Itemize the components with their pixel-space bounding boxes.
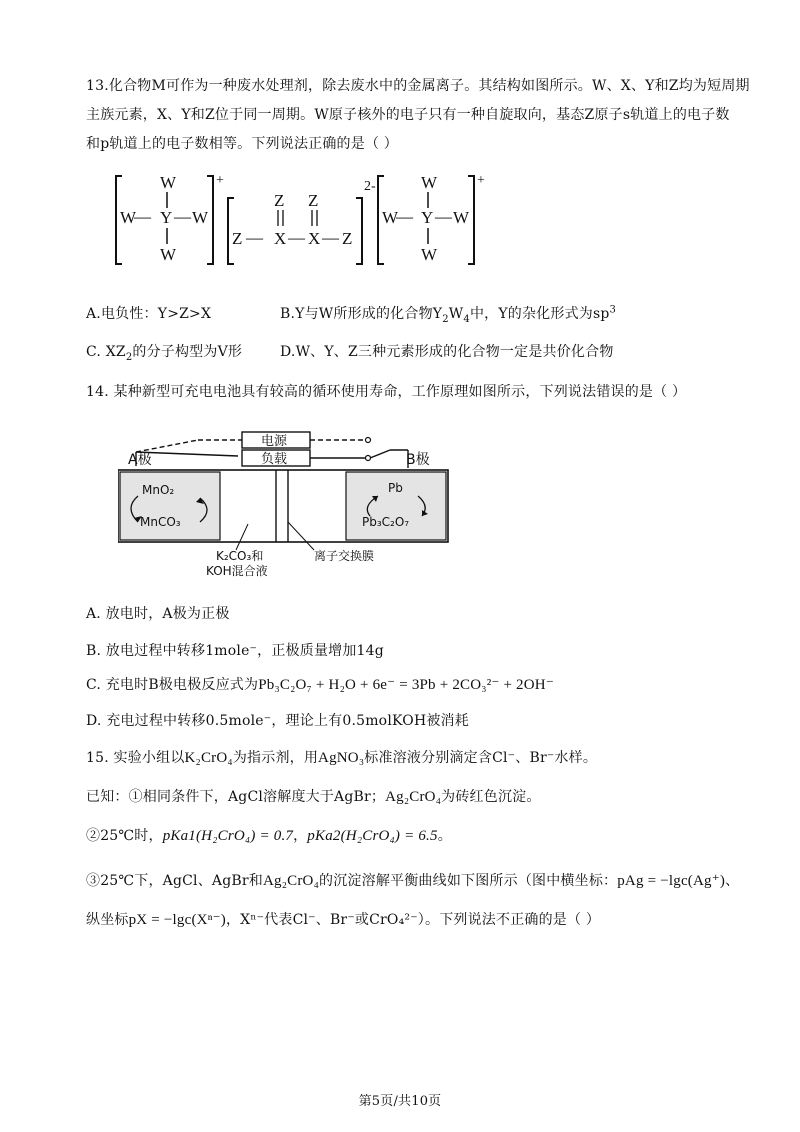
right-bond-2: — — [435, 207, 452, 226]
right-w-right: W — [453, 208, 470, 227]
page-footer: 第5页/共10页 — [358, 1094, 442, 1109]
mid-x-2: X — [308, 229, 321, 248]
q15-known-1-ag2cro4: Ag₂CrO₄ — [385, 789, 442, 805]
q15-known-3-pre: ③25℃下，AgCl、AgBr和 — [86, 873, 263, 889]
q15-known-3-mid: 的沉淀溶解平衡曲线如下图所示（图中横坐标： — [319, 873, 618, 889]
q14-battery-figure — [118, 426, 478, 586]
q15-known-1 — [86, 787, 541, 807]
mid-bond-3: — — [322, 228, 339, 247]
q15-known-2-pre: ②25℃时， — [86, 828, 163, 844]
q14-option-c-equation: Pb₃C₂O₇ + H₂O + 6e⁻ = 3Pb + 2CO₃²⁻ + 2OH⁻ — [258, 677, 554, 693]
right-w-top: W — [421, 173, 438, 192]
q13-option-c-sub: 2 — [125, 351, 133, 363]
right-charge: + — [477, 173, 485, 188]
q13-option-c-post: 的分子构型为V形 — [132, 344, 243, 360]
q15-stem-k2cro4: K₂CrO₄ — [184, 750, 233, 766]
q15-known-2-pka1: pKa1(H₂CrO₄) = 0.7 — [162, 828, 294, 844]
q15-known-2 — [86, 826, 452, 846]
mid-z-left: Z — [232, 229, 243, 248]
q13-option-b — [280, 304, 616, 324]
q15-stem-mid: 为指示剂，用 — [232, 750, 319, 766]
mid-x-1: X — [274, 229, 287, 248]
q13-option-d: D.W、Y、Z三种元素形成的化合物一定是共价化合物 — [280, 344, 614, 360]
q13-stem-line1: 13.化合物M可作为一种废水处理剂，除去废水中的金属离子。其结构如图所示。W、X、Y和Z均为短周期 — [86, 78, 750, 94]
left-w-top: W — [160, 173, 177, 192]
q14-stem: 14. 某种新型可充电电池具有较高的循环使用寿命，工作原理如图所示，下列说法错误的是（ ） — [86, 384, 687, 400]
right-w-left: W — [382, 208, 399, 227]
left-y: Y — [160, 208, 173, 227]
q15-known-1-pre: 已知：①相同条件下，AgCl溶解度大于AgBr； — [86, 789, 386, 805]
q15-known-4 — [86, 910, 600, 930]
electrolyte-label-1: K₂CO₃和 — [216, 549, 264, 563]
right-w-bottom: W — [421, 245, 438, 264]
q15-known-2-pka2: pKa2(H₂CrO₄) = 6.5 — [307, 828, 438, 844]
q13-option-b-mid: W — [448, 306, 464, 322]
q15-known-3-end: 、 — [725, 873, 740, 889]
q15-known-1-post: 为砖红色沉淀。 — [441, 789, 541, 805]
q13-option-a: A.电负性：Y>Z>X — [86, 306, 212, 322]
power-source-label: 电源 — [261, 434, 288, 449]
mid-bond-1: — — [246, 228, 263, 247]
q14-option-c — [86, 675, 554, 695]
left-w-right: W — [192, 208, 209, 227]
q13-option-b-sub1: 2 — [442, 313, 449, 325]
q15-stem — [86, 748, 597, 768]
q15-known-3-ag2cro4: Ag₂CrO₄ — [263, 873, 320, 889]
mid-z-top-1: Z — [274, 191, 285, 210]
electrolyte-label-2: KOH混合液 — [206, 564, 268, 578]
q13-option-c-pre: C. XZ — [86, 344, 126, 360]
q15-known-3 — [86, 871, 739, 891]
membrane-label: 离子交换膜 — [314, 549, 375, 563]
q15-known-4-pre: 纵坐标 — [86, 912, 129, 928]
mid-z-right: Z — [342, 229, 353, 248]
right-bottom-species: Pb₃C₂O₇ — [362, 515, 410, 529]
q13-option-c — [86, 342, 242, 362]
mid-z-top-2: Z — [308, 191, 319, 210]
q13-option-b-pre: B.Y与W所形成的化合物Y — [280, 306, 443, 322]
electrode-b-label: B极 — [406, 452, 430, 468]
q15-stem-agno3: AgNO₃ — [318, 750, 365, 766]
q13-option-b-sup: 3 — [609, 304, 617, 316]
q13-option-b-post: 中，Y的杂化形式为sp — [469, 306, 610, 322]
left-w-bottom: W — [160, 245, 177, 264]
q13-stem-line2: 主族元素，X、Y和Z位于同一周期。W原子核外的电子只有一种自旋取向，基态Z原子s轨道上的电子数 — [86, 107, 730, 123]
q15-known-2-end: 。 — [437, 828, 452, 844]
q15-stem-pre: 15. 实验小组以 — [86, 750, 185, 766]
left-bottom-species: MnCO₃ — [140, 515, 181, 529]
q14-option-a: A. 放电时，A极为正极 — [86, 606, 230, 622]
q15-stem-post: 标准溶液分别滴定含Cl⁻、Br⁻水样。 — [364, 750, 598, 766]
left-top-species: MnO₂ — [142, 483, 175, 497]
q13-option-b-sub2: 4 — [463, 313, 470, 325]
q15-known-3-pag: pAg = −lgc(Ag⁺) — [617, 873, 726, 889]
q13-stem-line3: 和p轨道上的电子数相等。下列说法正确的是（ ） — [86, 136, 399, 152]
right-y: Y — [421, 208, 434, 227]
left-bond-1: — — [134, 207, 151, 226]
load-label: 负载 — [261, 452, 288, 467]
q15-known-2-sep: ， — [293, 828, 308, 844]
left-bond-2: — — [174, 207, 191, 226]
q15-known-4-mid: ，Xⁿ⁻代表Cl⁻、Br⁻或CrO₄²⁻）。下列说法不正确的是（ ） — [225, 912, 601, 928]
right-top-species: Pb — [388, 481, 403, 495]
q14-option-b: B. 放电过程中转移1mole⁻，正极质量增加14g — [86, 643, 384, 659]
left-charge: + — [216, 173, 224, 188]
q13-structure-figure — [112, 172, 492, 272]
right-bond-1: — — [396, 207, 413, 226]
q15-known-4-px: pX = −lgc(Xⁿ⁻) — [128, 912, 226, 928]
left-w-left: W — [120, 208, 137, 227]
q14-option-d: D. 充电过程中转移0.5mole⁻，理论上有0.5molKOH被消耗 — [86, 713, 469, 729]
mid-charge: 2- — [364, 179, 376, 194]
mid-bond-2: — — [288, 228, 305, 247]
q14-option-c-pre: C. 充电时B极电极反应式为 — [86, 677, 259, 693]
electrode-a-label: A极 — [128, 452, 152, 468]
